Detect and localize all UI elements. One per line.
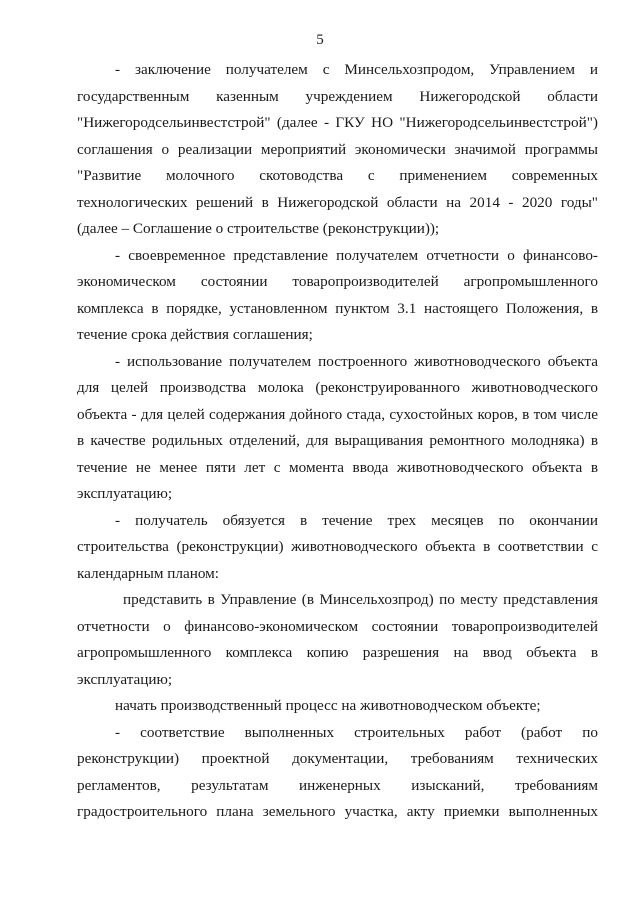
text-line: "Развитие молочного скотоводства с применением современных bbox=[77, 167, 598, 184]
text-line: (далее – Соглашение о строительстве (реконструкции)); bbox=[77, 220, 440, 237]
text-line: - своевременное представление получателем отчетности о финансово- bbox=[115, 246, 598, 264]
text-line: технологических решений в Нижегородской области на 2014 - 2020 годы" bbox=[77, 193, 598, 211]
paragraph-submit-permit bbox=[77, 591, 598, 697]
text-line: соглашения о реализации мероприятий экономически значимой программы bbox=[77, 140, 598, 158]
text-line: течение не менее пяти лет с момента ввода животноводческого объекта в bbox=[77, 458, 598, 476]
text-line: - соответствие выполненных строительных работ (работ по bbox=[115, 723, 598, 741]
text-line: отчетности о финансово-экономическом состоянии товаропроизводителей bbox=[77, 617, 598, 635]
text-line: начать производственный процесс на животноводческом объекте; bbox=[115, 697, 541, 714]
page-number: 5 bbox=[316, 32, 324, 48]
paragraph-object-usage bbox=[77, 353, 598, 512]
text-line: объекта - для целей содержания дойного стада, сухостойных коров, в том числе bbox=[77, 405, 598, 423]
text-line: строительства (реконструкции) животноводческого объекта в соответствии с bbox=[77, 538, 598, 555]
text-line: реконструкции) проектной документации, требованиям технических bbox=[77, 750, 598, 767]
text-line: течение срока действия соглашения; bbox=[77, 326, 313, 343]
text-line: градостроительного плана земельного участка, акту приемки выполненных bbox=[77, 803, 598, 820]
paragraph-start-production bbox=[77, 697, 598, 724]
paragraph-reporting bbox=[77, 247, 598, 353]
text-line: эксплуатацию; bbox=[77, 670, 173, 688]
text-line: в качестве родильных отделений, для выращивания ремонтного молодняка) в bbox=[77, 432, 598, 449]
text-line: - заключение получателем с Минсельхозпродом, Управлением и bbox=[115, 61, 598, 78]
text-line: экономическом состоянии товаропроизводителей агропромышленного bbox=[77, 273, 598, 290]
text-line: для целей производства молока (реконструированного животноводческого bbox=[77, 379, 598, 396]
text-line: эксплуатацию; bbox=[77, 485, 173, 502]
text-line: "Нижегородсельинвестстрой" (далее - ГКУ НО "Нижегородсельинвестстрой") bbox=[77, 114, 598, 131]
text-line: - получатель обязуется в течение трех месяцев по окончании bbox=[115, 511, 598, 529]
text-line: комплекса в порядке, установленном пунктом 3.1 настоящего Положения, в bbox=[77, 299, 598, 317]
paragraph-agreement-conclusion bbox=[77, 61, 598, 247]
text-line: государственным казенным учреждением Нижегородской области bbox=[77, 87, 598, 105]
text-line: агропромышленного комплекса копию разрешения на ввод объекта в bbox=[77, 644, 598, 661]
text-line: представить в Управление (в Минсельхозпрод) по месту представления bbox=[123, 591, 598, 608]
text-line: регламентов, результатам инженерных изысканий, требованиям bbox=[77, 776, 598, 794]
paragraph-obligations bbox=[77, 512, 598, 592]
text-line: календарным планом: bbox=[77, 564, 219, 582]
document-body bbox=[77, 61, 598, 830]
paragraph-compliance bbox=[77, 724, 598, 830]
text-line: - использование получателем построенного животноводческого объекта bbox=[115, 352, 598, 370]
